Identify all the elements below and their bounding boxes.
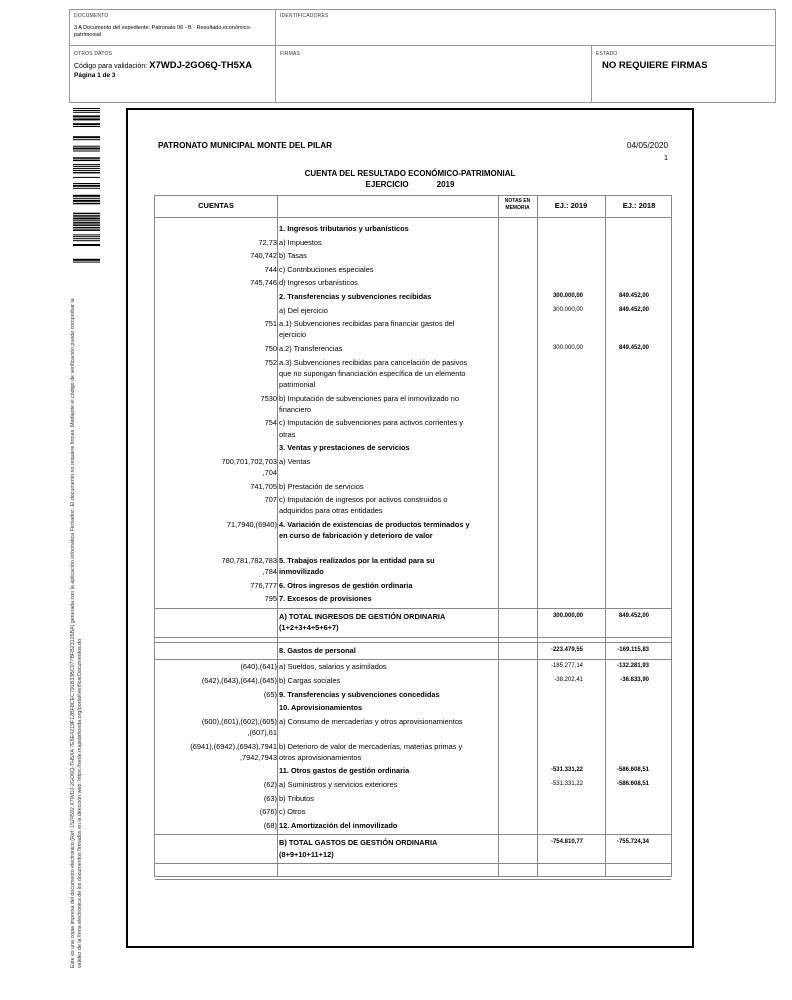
row-label: 9. Transferencias y subvenciones concedidas [279,689,440,699]
account-code: 71,7940,(6940) [226,520,277,529]
report-title: CUENTA DEL RESULTADO ECONÓMICO-PATRIMONIAL [304,169,516,178]
result-table [154,195,672,877]
documento-cell [70,10,276,46]
section-divider [155,863,671,864]
account-code: 707 [264,495,277,505]
row-label: 2. Transferencias y subvenciones recibidas [279,292,432,301]
barcode-bar [73,136,100,138]
col-divider [498,196,499,876]
page-number: 1 [663,153,668,162]
account-code: 741,705 [250,481,277,491]
barcode-bar [73,234,100,235]
barcode-bar [73,213,100,215]
barcode-bar [73,168,100,169]
row-label: c) Otros [279,807,306,817]
account-code: 776,777 [250,580,277,590]
document-date: 04/05/2020 [627,141,668,150]
account-code: 700,701,702,703 ,704 [221,456,277,477]
barcode-bar [73,218,100,220]
account-code: (65) [263,689,277,699]
value-2019: -754.810,77 [550,839,583,846]
col-header-ej2019: EJ.: 2019 [554,201,588,210]
row-label: 8. Gastos de personal [279,645,356,655]
barcode-bar [73,244,100,246]
row-label: b) Tributos [279,793,314,803]
row-label: a.3) Subvenciones recibidas para cancelación de pasivos que no supongan financiación específica de un elemento patrimonial [279,357,468,389]
row-label: b) Deterioro de valor de mercaderías, materias primas y otros aprovisionamientos [279,741,463,762]
barcode-bar [73,220,100,221]
barcode-bar [73,148,100,150]
estado-value: NO REQUIERE FIRMAS [602,60,708,71]
row-label: a) Consumo de mercaderías y otros aprovisionamientos [279,716,463,726]
account-code: 72,73 [258,237,277,247]
barcode-bar [73,215,100,217]
row-label: 3. Ventas y prestaciones de servicios [279,443,410,453]
account-code: 751 [264,319,277,329]
row-label: a) Sueldos, salarios y asimilados [279,662,387,672]
barcode-bar [73,112,100,113]
barcode-bar [73,185,100,187]
codigo-prefix: Código para validación: [74,63,148,70]
ejercicio-line [128,180,692,189]
account-code: 780,781,782,783 ,784 [221,556,277,577]
organization-name: PATRONATO MUNICIPAL MONTE DEL PILAR [158,141,333,150]
barcode-bar [73,170,100,171]
document-page [126,108,694,948]
row-label: c) Imputación de ingresos por activos construidos o adquiridos para otras entidades [279,495,448,516]
estado-label: ESTADO [596,51,618,57]
value-2018: 849.452,00 [618,613,649,619]
row-label: c) Imputación de subvenciones para activos corrientes y otras [279,418,464,439]
row-label: a.2) Transferencias [279,344,343,353]
value-2018: -586.608,51 [616,767,649,774]
value-2018: -755.724,34 [616,839,649,846]
row-label: a) Impuestos [279,237,322,247]
row-label: d) Ingresos urbanísticos [279,278,358,288]
barcode-bar [73,146,100,147]
value-2018: -586.608,51 [616,781,649,787]
identificadores-cell [276,10,775,46]
barcode-bar [73,238,100,239]
value-2018: -169.115,83 [617,646,649,653]
identificadores-label: IDENTIFICADORES [280,13,329,19]
barcode-bar [73,157,100,159]
section-divider [155,659,671,660]
value-2018: 849.452,00 [618,293,649,299]
row-label: b) Imputación de subvenciones para el inmovilizado no financiero [279,393,459,414]
row-label: b) Prestación de servicios [279,481,364,491]
value-2019: 300.000,00 [552,293,583,299]
barcode-bar [73,195,100,197]
firmas-label: FIRMAS [280,51,301,57]
documento-text: 3 A Documento del expediente: Patronato 06 - B - Resultado económico-patrimonial [74,25,252,38]
verification-side-text: Este es una copia impresa del documento electrónico (Ref: 1524592 X7WDJ-2GO6Q-TH5XA 7E6E4219F12BF8CEC791B33BC077BFB23125BA) generada con la aplicación informática Firmadoc. El documento no requiere firmas. Mediante el código de verificación puede comprobar la validez de la firma electrónica de los documentos firmados en la dirección web: https://sede.majadahonda.org/portal/verificarDocumentos.do [70,298,83,968]
barcode-bar [73,115,100,117]
ejercicio-year: 2019 [436,180,455,189]
row-label: 12. Amortización del inmovilizado [279,820,398,830]
barcode-bar [73,126,100,127]
row-label: a) Ventas [279,456,311,466]
value-2018: 849.452,00 [618,306,649,313]
header-divider [155,217,671,218]
ejercicio-label: EJERCICIO [365,180,409,189]
barcode-bar [73,222,100,224]
barcode-bar [73,164,100,165]
account-code: (62) [263,780,277,789]
account-code: (63) [263,793,277,803]
row-label: 4. Variación de existencias de productos terminados y en curso de fabricación y deterioro de valor [279,520,470,541]
row-label: 5. Trabajos realizados por la entidad para su inmovilizado [279,556,435,577]
col-header-ej2018: EJ.: 2018 [622,201,656,210]
account-code: (642),(643),(644),(645) [201,676,277,685]
account-code: (640),(641) [240,662,277,672]
col-header-cuentas: CUENTAS [198,201,234,210]
footer-divider [155,879,671,880]
codigo-value[interactable]: X7WDJ-2GO6Q-TH5XA [149,60,253,71]
account-code: (6941),(6942),(6943),7941 ,7942,7943 [190,741,277,762]
row-label: b) Tasas [279,251,307,261]
barcode-bar [73,177,100,178]
col-header-notas: NOTAS EN MEMORIA [504,198,531,211]
barcode-bar [73,188,100,189]
barcode-bar [73,203,100,205]
barcode-bar [73,227,100,229]
section-divider [155,642,671,643]
row-label: 10. Aprovisionamientos [279,703,363,713]
account-code: 795 [264,594,277,604]
row-label: a) Del ejercicio [279,305,328,315]
row-label: a) Suministros y servicios exteriores [279,780,398,789]
barcode-bar [73,198,100,199]
account-code: 750 [264,344,277,353]
barcode-bar [73,259,100,261]
value-2019: 300.000,00 [552,613,583,619]
value-2018: -132.281,93 [616,663,649,670]
account-code: 752 [264,357,277,367]
barcode-bar [73,183,100,184]
row-label: A) TOTAL INGRESOS DE GESTIÓN ORDINARIA (1+2+3+4+5+6+7) [279,612,446,633]
account-code: 7530 [260,393,277,403]
section-divider [155,608,671,609]
account-code: (676) [259,807,277,817]
barcode-bar [73,110,100,111]
row-label: c) Contribuciones especiales [279,264,374,274]
barcode-bar [73,118,100,120]
section-divider [155,637,671,638]
firmas-cell [276,46,592,102]
codigo-validacion [74,60,271,71]
document-header [69,9,776,103]
row-label: 11. Otros gastos de gestión ordinaria [279,766,410,776]
row-label: a.1) Subvenciones recibidas para financiar gastos del ejercicio [279,319,455,340]
barcode-bar [73,123,100,125]
barcode-image [73,108,100,278]
barcode-bar [73,160,100,162]
account-code: 745,746 [250,278,277,288]
account-code: 754 [264,418,277,428]
value-2018: -36.833,90 [620,677,649,683]
otros-datos-label: OTROS DATOS [74,51,113,57]
row-label: 7. Excesos de provisiones [279,594,372,604]
barcode-bar [73,166,100,167]
barcode-bar [73,172,100,174]
barcode-bar [73,139,100,140]
value-2019: -531.331,22 [550,781,583,787]
otros-datos-cell [70,46,276,102]
pagina-info: Página 1 de 3 [74,72,116,79]
account-code: (600),(601),(602),(605) ,(607),61 [201,716,277,737]
barcode-bar [73,224,100,226]
value-2019: -223.479,55 [550,646,583,653]
row-label: b) Cargas sociales [279,676,341,685]
barcode-bar [73,108,100,109]
value-2019: 300.000,00 [552,345,583,351]
value-2019: -38.202,41 [554,677,583,683]
row-label: B) TOTAL GASTOS DE GESTIÓN ORDINARIA (8+9+10+11+12) [279,838,438,859]
value-2019: -185.277,14 [550,663,583,670]
estado-cell [592,46,775,102]
row-label: 1. Ingresos tributarios y urbanísticos [279,224,409,233]
barcode-bar [73,262,100,263]
barcode-bar [73,200,100,202]
barcode-bar [73,236,100,237]
barcode-bar [73,240,100,241]
col-divider [277,196,278,876]
barcode-bar [73,229,100,231]
section-divider [155,834,671,835]
account-code: 744 [264,264,277,274]
value-2018: 849.452,00 [618,345,649,351]
value-2019: 300.000,00 [552,306,583,313]
account-code: (68) [263,820,277,830]
documento-label: DOCUMENTO [74,13,109,19]
account-code: 740,742 [250,251,277,261]
value-2019: -531.331,22 [550,767,583,774]
barcode-bar [73,151,100,152]
row-label: 6. Otros ingresos de gestión ordinaria [279,580,413,590]
